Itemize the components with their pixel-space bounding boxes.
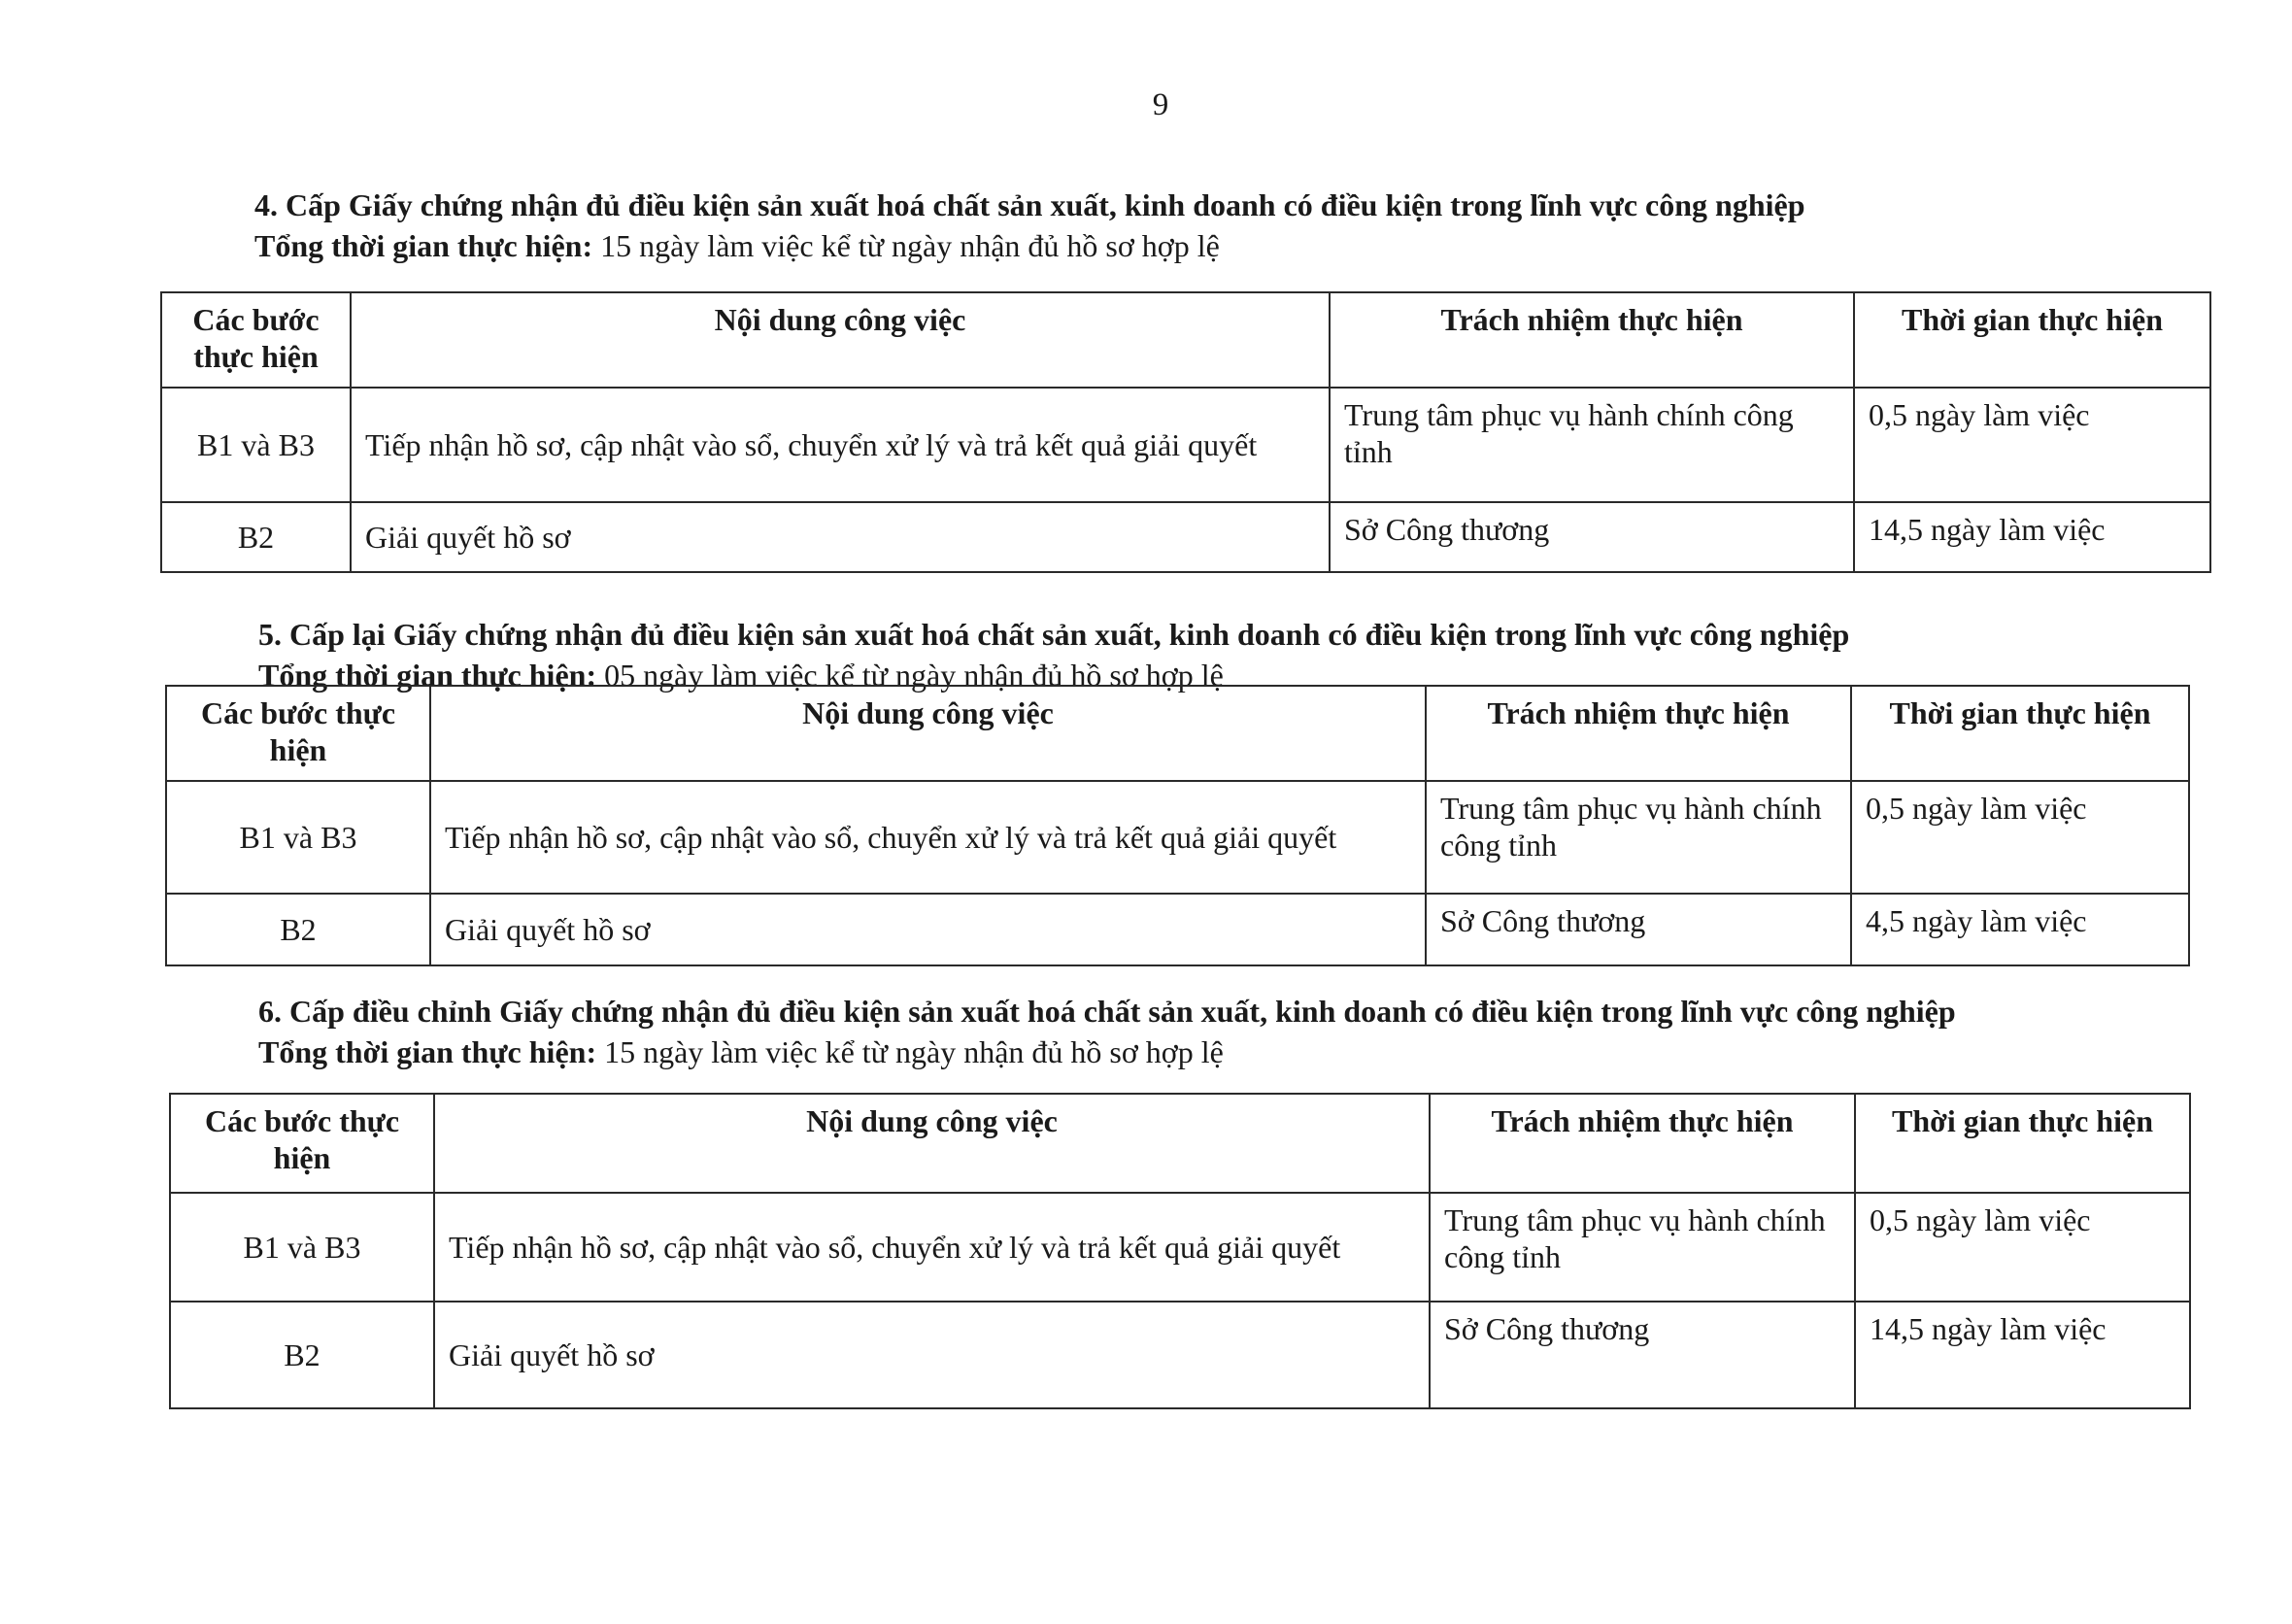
row-responsibility: Sở Công thương <box>1426 894 1851 965</box>
row-time: 0,5 ngày làm việc <box>1851 781 2189 894</box>
header-step: Các bước thực hiện <box>166 686 430 781</box>
row-responsibility: Trung tâm phục vụ hành chính công tỉnh <box>1430 1193 1855 1302</box>
header-content: Nội dung công việc <box>351 292 1330 388</box>
total-time-value: 05 ngày làm việc kể từ ngày nhận đủ hồ sơ hợp lệ <box>596 658 1224 693</box>
table-row <box>161 502 2210 572</box>
header-content: Nội dung công việc <box>430 686 1426 781</box>
total-time-value: 15 ngày làm việc kể từ ngày nhận đủ hồ sơ hợp lệ <box>592 228 1220 263</box>
header-time: Thời gian thực hiện <box>1855 1094 2190 1193</box>
row-step: B1 và B3 <box>166 781 430 894</box>
row-step: B2 <box>170 1302 434 1408</box>
row-content: Giải quyết hồ sơ <box>434 1302 1430 1408</box>
header-time: Thời gian thực hiện <box>1851 686 2189 781</box>
section-6-heading <box>258 991 1956 1072</box>
header-step: Các bước thực hiện <box>161 292 351 388</box>
section-5-heading <box>258 614 1849 695</box>
total-time-value: 15 ngày làm việc kể từ ngày nhận đủ hồ sơ hợp lệ <box>596 1034 1224 1069</box>
table-row <box>161 388 2210 502</box>
row-time: 4,5 ngày làm việc <box>1851 894 2189 965</box>
steps-table-6 <box>169 1093 2191 1409</box>
row-responsibility: Sở Công thương <box>1430 1302 1855 1408</box>
steps-table-5 <box>165 685 2190 966</box>
header-content: Nội dung công việc <box>434 1094 1430 1193</box>
table-header-row <box>166 686 2189 781</box>
table-header-row <box>161 292 2210 388</box>
total-time-label: Tổng thời gian thực hiện: <box>254 228 593 263</box>
row-content: Giải quyết hồ sơ <box>351 502 1330 572</box>
row-step: B2 <box>161 502 351 572</box>
section-4-heading <box>254 185 1805 266</box>
row-time: 0,5 ngày làm việc <box>1855 1193 2190 1302</box>
section-title: 5. Cấp lại Giấy chứng nhận đủ điều kiện sản xuất hoá chất sản xuất, kinh doanh có điều kiện trong lĩnh vực công nghiệp <box>258 617 1850 652</box>
header-responsibility: Trách nhiệm thực hiện <box>1426 686 1851 781</box>
table-row <box>170 1193 2190 1302</box>
row-responsibility: Sở Công thương <box>1330 502 1854 572</box>
section-total-time <box>258 1032 1956 1072</box>
table-row <box>166 894 2189 965</box>
header-responsibility: Trách nhiệm thực hiện <box>1330 292 1854 388</box>
row-time: 14,5 ngày làm việc <box>1854 502 2210 572</box>
row-time: 14,5 ngày làm việc <box>1855 1302 2190 1408</box>
row-content: Tiếp nhận hồ sơ, cập nhật vào sổ, chuyển xử lý và trả kết quả giải quyết <box>434 1193 1430 1302</box>
row-responsibility: Trung tâm phục vụ hành chính công tỉnh <box>1330 388 1854 502</box>
header-responsibility: Trách nhiệm thực hiện <box>1430 1094 1855 1193</box>
header-step: Các bước thực hiện <box>170 1094 434 1193</box>
row-responsibility: Trung tâm phục vụ hành chính công tỉnh <box>1426 781 1851 894</box>
steps-table-4 <box>160 291 2211 573</box>
table-header-row <box>170 1094 2190 1193</box>
total-time-label: Tổng thời gian thực hiện: <box>258 658 597 693</box>
row-content: Giải quyết hồ sơ <box>430 894 1426 965</box>
section-total-time <box>254 225 1805 266</box>
header-time: Thời gian thực hiện <box>1854 292 2210 388</box>
total-time-label: Tổng thời gian thực hiện: <box>258 1034 597 1069</box>
row-step: B1 và B3 <box>170 1193 434 1302</box>
row-step: B1 và B3 <box>161 388 351 502</box>
row-content: Tiếp nhận hồ sơ, cập nhật vào sổ, chuyển xử lý và trả kết quả giải quyết <box>430 781 1426 894</box>
row-time: 0,5 ngày làm việc <box>1854 388 2210 502</box>
table-row <box>170 1302 2190 1408</box>
section-title: 4. Cấp Giấy chứng nhận đủ điều kiện sản xuất hoá chất sản xuất, kinh doanh có điều kiện trong lĩnh vực công nghiệp <box>254 187 1805 222</box>
section-title: 6. Cấp điều chỉnh Giấy chứng nhận đủ điều kiện sản xuất hoá chất sản xuất, kinh doanh có điều kiện trong lĩnh vực công nghiệp <box>258 994 1956 1029</box>
page-number: 9 <box>1152 87 1169 122</box>
row-content: Tiếp nhận hồ sơ, cập nhật vào sổ, chuyển xử lý và trả kết quả giải quyết <box>351 388 1330 502</box>
row-step: B2 <box>166 894 430 965</box>
table-row <box>166 781 2189 894</box>
